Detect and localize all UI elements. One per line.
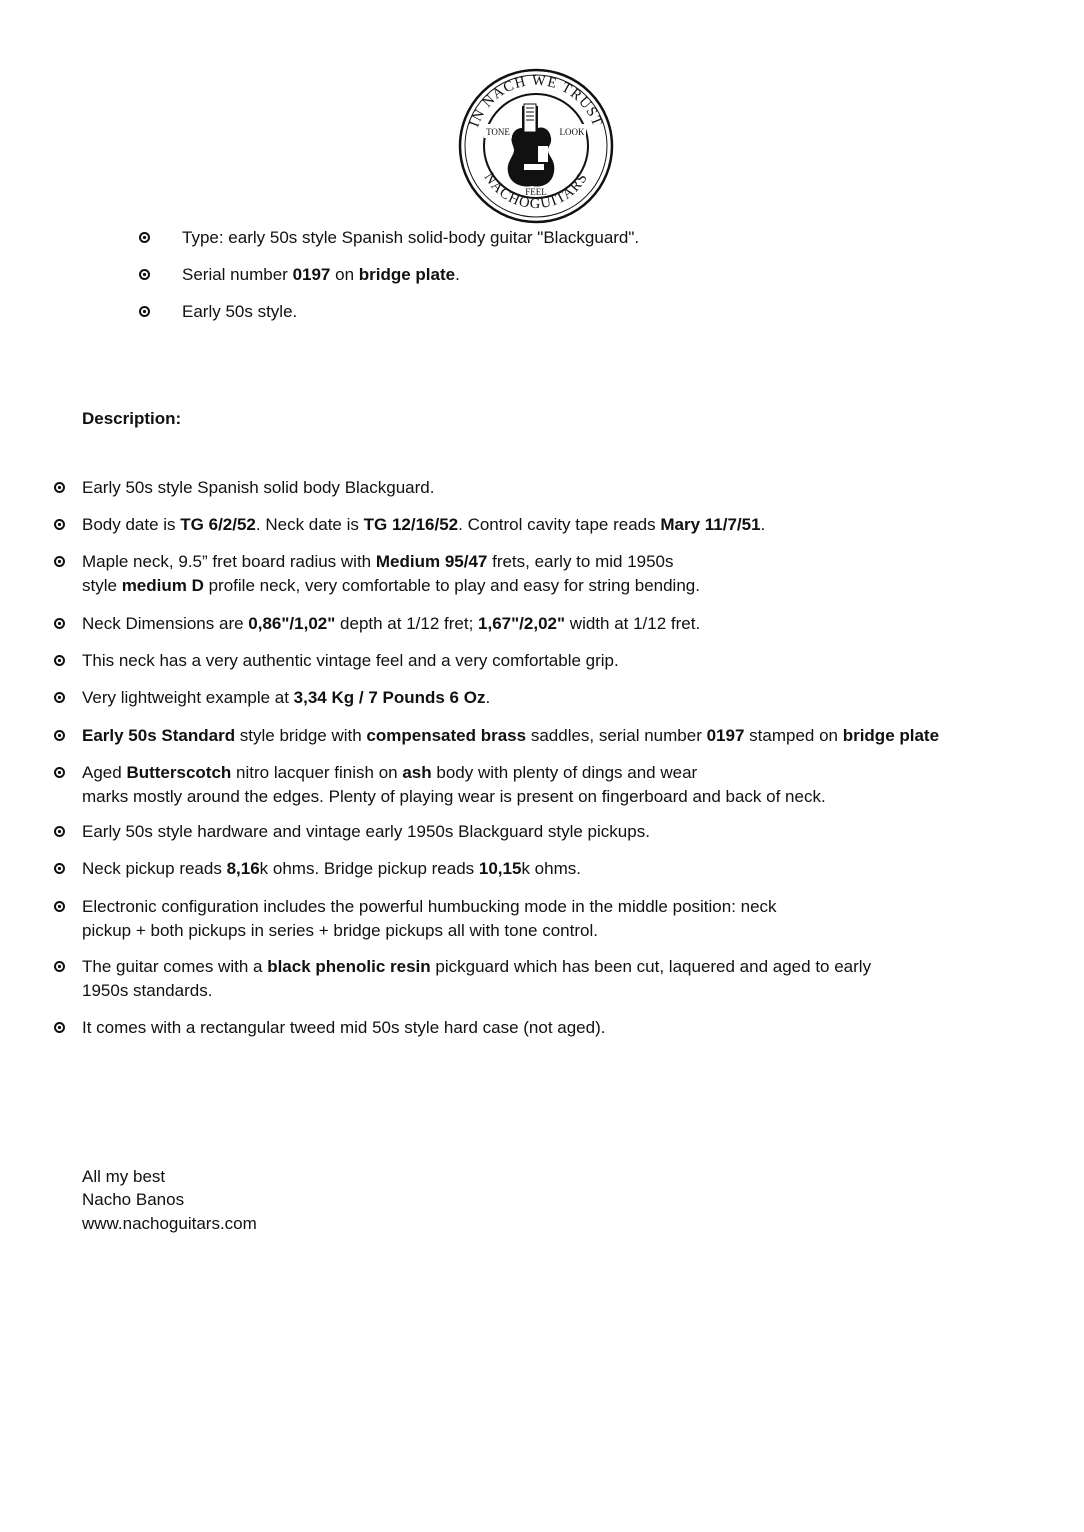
emphasis-text: 8,16 <box>226 859 260 878</box>
text-run: Very lightweight example at <box>82 688 294 707</box>
text-run: nitro lacquer finish on <box>231 763 403 782</box>
emphasis-text: compensated brass <box>366 726 527 745</box>
text-run: . Neck date is <box>255 515 364 534</box>
emphasis-text: Early 50s Standard <box>82 726 236 745</box>
text-run: pickup + both pickups in series + bridge pickups all with tone control. <box>82 920 598 940</box>
bullet-icon <box>54 618 65 629</box>
top-list-item <box>182 263 460 286</box>
bullet-icon <box>54 519 65 530</box>
description-item-line <box>82 857 581 880</box>
svg-text:LOOK: LOOK <box>559 127 585 137</box>
bullet-icon <box>54 863 65 874</box>
text-run: stamped on <box>744 726 843 745</box>
emphasis-text: bridge plate <box>842 726 940 745</box>
svg-text:IN NACH WE TRUST: IN NACH WE TRUST <box>466 72 606 130</box>
text-run: on <box>330 265 359 284</box>
text-run: It comes with a rectangular tweed mid 50s style hard case (not aged). <box>82 1018 606 1037</box>
emphasis-text: 10,15 <box>478 859 522 878</box>
description-item-line <box>82 724 939 747</box>
text-run: Type: early 50s style Spanish solid-body guitar "Blackguard". <box>182 228 640 247</box>
svg-text:TONE: TONE <box>486 127 510 137</box>
description-item-line <box>82 761 697 784</box>
text-run: . <box>455 265 460 284</box>
signoff-greeting: All my best <box>82 1167 166 1186</box>
description-item-line <box>82 513 765 536</box>
emphasis-text: TG 6/2/52 <box>180 515 256 534</box>
bullet-icon <box>54 655 65 666</box>
emphasis-text: ash <box>402 763 432 782</box>
svg-text:NACHOGUITARS: NACHOGUITARS <box>480 169 592 213</box>
description-heading: Description: <box>82 409 182 428</box>
text-run: saddles, serial number <box>526 726 707 745</box>
text-run: style bridge with <box>235 726 367 745</box>
bullet-icon <box>54 692 65 703</box>
bullet-icon <box>139 306 150 317</box>
text-run: This neck has a very authentic vintage feel and a very comfortable grip. <box>82 651 619 670</box>
text-run: The guitar comes with a <box>82 957 268 976</box>
text-run: marks mostly around the edges. Plenty of playing wear is present on fingerboard and back of neck. <box>82 786 826 806</box>
emphasis-text: Mary 11/7/51 <box>660 515 761 534</box>
description-item-line <box>82 476 434 499</box>
text-run: frets, early to mid 1950s <box>487 552 674 571</box>
description-item-line <box>82 612 700 635</box>
bullet-icon <box>54 482 65 493</box>
text-run: profile neck, very comfortable to play and easy for string bending. <box>203 575 700 595</box>
emphasis-text: medium D <box>121 575 204 595</box>
bullet-icon <box>54 767 65 778</box>
emphasis-text: 0,86"/1,02" <box>248 614 336 633</box>
bullet-icon <box>54 961 65 972</box>
text-run: body with plenty of dings and wear <box>431 763 698 782</box>
text-run: . Control cavity tape reads <box>458 515 661 534</box>
signoff-website: www.nachoguitars.com <box>82 1214 257 1233</box>
text-run: pickguard which has been cut, laquered and aged to early <box>430 957 872 976</box>
emphasis-text: 3,34 Kg / 7 Pounds 6 Oz <box>293 688 486 707</box>
text-run: Electronic configuration includes the powerful humbucking mode in the middle position: neck <box>82 897 777 916</box>
signoff-name: Nacho Banos <box>82 1190 185 1209</box>
description-item-line <box>82 550 674 573</box>
text-run: width at 1/12 fret. <box>565 614 701 633</box>
emphasis-text: TG 12/16/52 <box>363 515 459 534</box>
text-run: Early 50s style. <box>182 302 298 321</box>
bullet-icon <box>54 730 65 741</box>
text-run: k ohms. <box>521 859 581 878</box>
description-item-line <box>82 686 490 709</box>
text-run: k ohms. Bridge pickup reads <box>259 859 479 878</box>
text-run: . <box>485 688 491 707</box>
description-item-line <box>82 1016 605 1039</box>
text-run: Body date is <box>82 515 181 534</box>
top-list-item <box>182 226 639 249</box>
emphasis-text: 1,67"/2,02" <box>478 614 566 633</box>
description-item-line <box>82 649 619 672</box>
text-run: Aged <box>82 763 127 782</box>
text-run: Neck Dimensions are <box>82 614 249 633</box>
text-run: style <box>82 575 122 595</box>
emphasis-text: Medium 95/47 <box>375 552 488 571</box>
description-item-line <box>82 979 212 1002</box>
emphasis-text: 0197 <box>706 726 745 745</box>
bullet-icon <box>54 901 65 912</box>
emphasis-text: Butterscotch <box>126 763 232 782</box>
text-run: . <box>760 515 766 534</box>
description-item-line <box>82 785 826 808</box>
text-run: Maple neck, 9.5” fret board radius with <box>82 552 376 571</box>
text-run: Early 50s style Spanish solid body Blackguard. <box>82 478 435 497</box>
text-run: Early 50s style hardware and vintage early 1950s Blackguard style pickups. <box>82 822 650 841</box>
bullet-icon <box>139 232 150 243</box>
emphasis-text: bridge plate <box>358 265 456 284</box>
description-item-line <box>82 820 650 843</box>
emphasis-text: 0197 <box>292 265 331 284</box>
text-run: 1950s standards. <box>82 980 213 1000</box>
description-item-line <box>82 895 777 918</box>
top-list-item <box>182 300 297 323</box>
bullet-icon <box>139 269 150 280</box>
nachoguitars-logo <box>458 68 614 224</box>
svg-text:FEEL: FEEL <box>525 187 547 197</box>
text-run: Neck pickup reads <box>82 859 227 878</box>
text-run: Serial number <box>182 265 293 284</box>
emphasis-text: black phenolic resin <box>267 957 431 976</box>
text-run: depth at 1/12 fret; <box>335 614 479 633</box>
bullet-icon <box>54 1022 65 1033</box>
description-item-line <box>82 574 700 597</box>
description-item-line <box>82 919 598 942</box>
description-item-line <box>82 955 871 978</box>
bullet-icon <box>54 556 65 567</box>
bullet-icon <box>54 826 65 837</box>
